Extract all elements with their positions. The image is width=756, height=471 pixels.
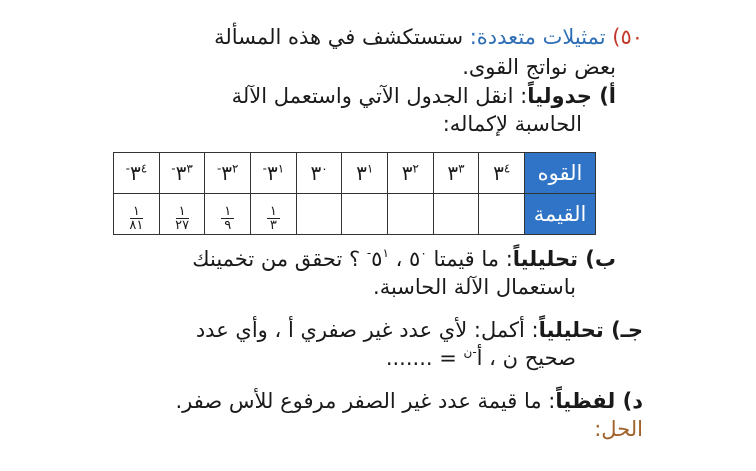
question-intro-line2: بعض نواتج القوى. [462,55,616,79]
power-row-header: القوه [525,153,596,194]
question-topic: تمثيلات متعددة: [469,25,606,49]
part-b-line2: باستعمال الآلة الحاسبة. [373,275,576,299]
power-cell: $٣^٢$ [388,153,434,194]
value-cell: $\frac{١}{٣}$ [251,194,297,235]
power-cell: $٣^١$ [342,153,388,194]
question-intro-line1 [214,23,643,51]
power-cell: $٣^{١-}$ [251,153,297,194]
power-cell: $٣^٤$ [479,153,525,194]
part-a-line2: الحاسبة لإكماله: [442,112,582,136]
power-cell: $٣^{٤-}$ [114,153,160,194]
value-row-header: القيمة [525,194,596,235]
solution-label: الحل: [594,417,643,441]
part-c-label: جـ) تحليلياً [538,318,643,342]
part-b-line1: ب) تحليلياً: ما قيمتا $٥^٠$ ، $٥^{١-}$ ؟ تحقق من تخمينك [192,246,616,271]
part-d-label: د) لفظياً [555,389,643,413]
part-b-label: ب) تحليلياً [512,247,616,271]
value-cell-empty [433,194,479,235]
powers-table [113,152,596,235]
part-a-text: : انقل الجدول الآتي واستعمل الآلة [231,84,528,108]
value-cell: $\frac{١}{٢٧}$ [159,194,205,235]
power-cell: $٣^{٢-}$ [205,153,251,194]
part-d-line: د) لفظياً: ما قيمة عدد غير الصفر مرفوع للأس صفر. [175,389,643,413]
power-cell: $٣^{٣-}$ [159,153,205,194]
value-cell-empty [342,194,388,235]
part-a-label: أ) جدولياً [527,84,616,108]
part-c-line1: جـ) تحليلياً: أكمل: لأي عدد غير صفري أ ، وأي عدد [195,318,643,342]
powers-row [114,153,596,194]
value-cell-empty [296,194,342,235]
power-cell: $٣^٠$ [296,153,342,194]
value-cell: $\frac{١}{٩}$ [205,194,251,235]
value-cell-empty [479,194,525,235]
value-cell: $\frac{١}{٨١}$ [114,194,160,235]
question-number: ٥٠) [612,25,643,49]
part-c-line2: صحيح ن ، أ$^{-ن}$ = ....... [385,345,576,370]
value-cell-empty [388,194,434,235]
part-a-line1 [232,82,616,110]
power-cell: $٣^٣$ [433,153,479,194]
question-intro-text: ستستكشف في هذه المسألة [214,25,464,49]
values-row [114,194,596,235]
